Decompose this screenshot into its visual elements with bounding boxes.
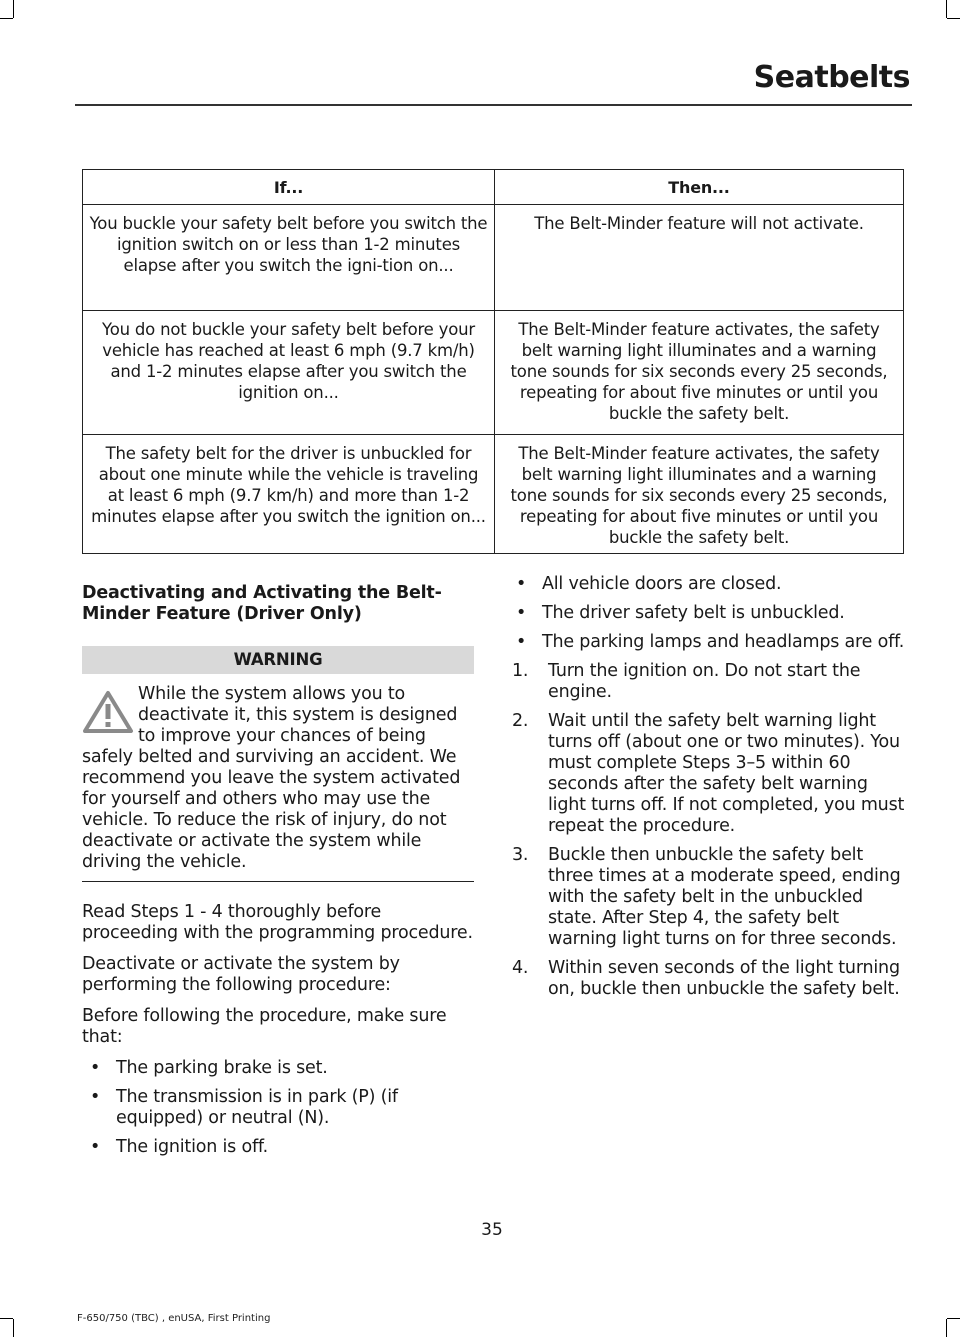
right-column (508, 574, 908, 1008)
cell-text: The Belt-Minder feature activates, the safety belt warning light illuminates and a warning tone sounds for six seconds every 25 seconds, repeating for about five minutes or until you buckle the safety belt. (510, 320, 888, 423)
list-item (508, 603, 908, 624)
list-item (508, 574, 908, 595)
table-cell-then (495, 435, 904, 554)
table-cell-then (495, 205, 904, 311)
cell-text: The Belt-Minder feature activates, the safety belt warning light illuminates and a warning tone sounds for six seconds every 25 seconds, repeating for about five minutes or until you buckle the safety belt. (510, 444, 888, 547)
cell-text: You buckle your safety belt before you switch the ignition switch on or less than 1-2 minutes elapse after you switch the igni-tion on... (89, 214, 488, 275)
table-header-row (83, 170, 904, 205)
step-text: Wait until the safety belt warning light turns off (about one or two minutes). You must complete Steps 3–5 within 60 seconds after the safety belt warning light turns off. If not completed, you must repeat the procedure. (548, 711, 905, 836)
crop-mark (946, 0, 947, 18)
list-item-text: The parking lamps and headlamps are off. (542, 632, 905, 652)
step-item (508, 711, 908, 837)
list-item (82, 1087, 474, 1129)
list-item (82, 1137, 474, 1158)
crop-mark (13, 1319, 14, 1337)
belt-minder-table (82, 169, 904, 554)
table-cell-if (83, 435, 495, 554)
table-row (83, 205, 904, 311)
header-divider (75, 104, 912, 106)
left-column (82, 583, 474, 1166)
list-item (508, 632, 908, 653)
warning-text: While the system allows you to deactivate it, this system is designed to improve your chances of being safely belted and surviving an accident. We recommend you leave the system activated for yourself and others who may use the vehicle. To reduce the risk of injury, do not deactivate or activate the system while driving the vehicle. (82, 684, 461, 872)
table-row (83, 311, 904, 435)
table-cell-if (83, 205, 495, 311)
precondition-list (508, 574, 908, 653)
cell-text: The safety belt for the driver is unbuckled for about one minute while the vehicle is traveling at least 6 mph (9.7 km/h) and more than 1-2 minutes elapse after you switch the ignition on... (91, 444, 486, 526)
bullet: • (90, 1087, 101, 1107)
paragraph: Deactivate or activate the system by performing the following procedure: (82, 954, 400, 995)
step-item (508, 661, 908, 703)
crop-mark (946, 1319, 947, 1337)
step-number: 4. (512, 958, 529, 978)
procedure-steps (508, 661, 908, 1000)
step-number: 3. (512, 845, 529, 865)
list-item-text: The parking brake is set. (116, 1058, 328, 1078)
crop-mark (947, 18, 960, 19)
list-item-text: The driver safety belt is unbuckled. (542, 603, 845, 623)
bullet: • (90, 1137, 101, 1157)
crop-mark (13, 0, 14, 18)
table-cell-if (83, 311, 495, 435)
precondition-list (82, 1058, 474, 1158)
table-row (83, 435, 904, 554)
section-heading: Deactivating and Activating the Belt-Minder Feature (Driver Only) (82, 583, 442, 624)
step-text: Within seven seconds of the light turning on, buckle then unbuckle the safety belt. (548, 958, 900, 999)
crop-mark (0, 18, 13, 19)
page-title: Seatbelts (753, 60, 910, 95)
paragraph: Before following the procedure, make sure that: (82, 1006, 447, 1047)
paragraph: Read Steps 1 - 4 thoroughly before proceeding with the programming procedure. (82, 902, 473, 943)
crop-mark (947, 1318, 960, 1319)
page-number: 35 (481, 1220, 503, 1240)
warning-box (82, 684, 474, 882)
warning-label: WARNING (82, 646, 474, 674)
bullet: • (516, 632, 527, 652)
bullet: • (90, 1058, 101, 1078)
cell-text: You do not buckle your safety belt before your vehicle has reached at least 6 mph (9.7 km/h) and 1-2 minutes elapse after you switch the ignition on... (102, 320, 475, 402)
table-header-then: Then... (495, 170, 904, 205)
table-header-if: If... (83, 170, 495, 205)
step-item (508, 958, 908, 1000)
cell-text: The Belt-Minder feature will not activate. (534, 214, 864, 233)
step-text: Buckle then unbuckle the safety belt three times at a moderate speed, ending with the safety belt in the unbuckled state. After Step 4, the safety belt warning light turns on for three seconds. (548, 845, 901, 949)
step-number: 1. (512, 661, 529, 681)
step-text: Turn the ignition on. Do not start the engine. (548, 661, 861, 702)
table-cell-then (495, 311, 904, 435)
list-item-text: All vehicle doors are closed. (542, 574, 782, 594)
step-item (508, 845, 908, 950)
bullet: • (516, 574, 527, 594)
list-item-text: The ignition is off. (116, 1137, 268, 1157)
list-item (82, 1058, 474, 1079)
list-item-text: The transmission is in park (P) (if equipped) or neutral (N). (116, 1087, 398, 1128)
bullet: • (516, 603, 527, 623)
warning-triangle-icon (82, 690, 134, 734)
footer-note: F-650/750 (TBC) , enUSA, First Printing (77, 1313, 271, 1324)
step-number: 2. (512, 711, 529, 731)
crop-mark (0, 1318, 13, 1319)
